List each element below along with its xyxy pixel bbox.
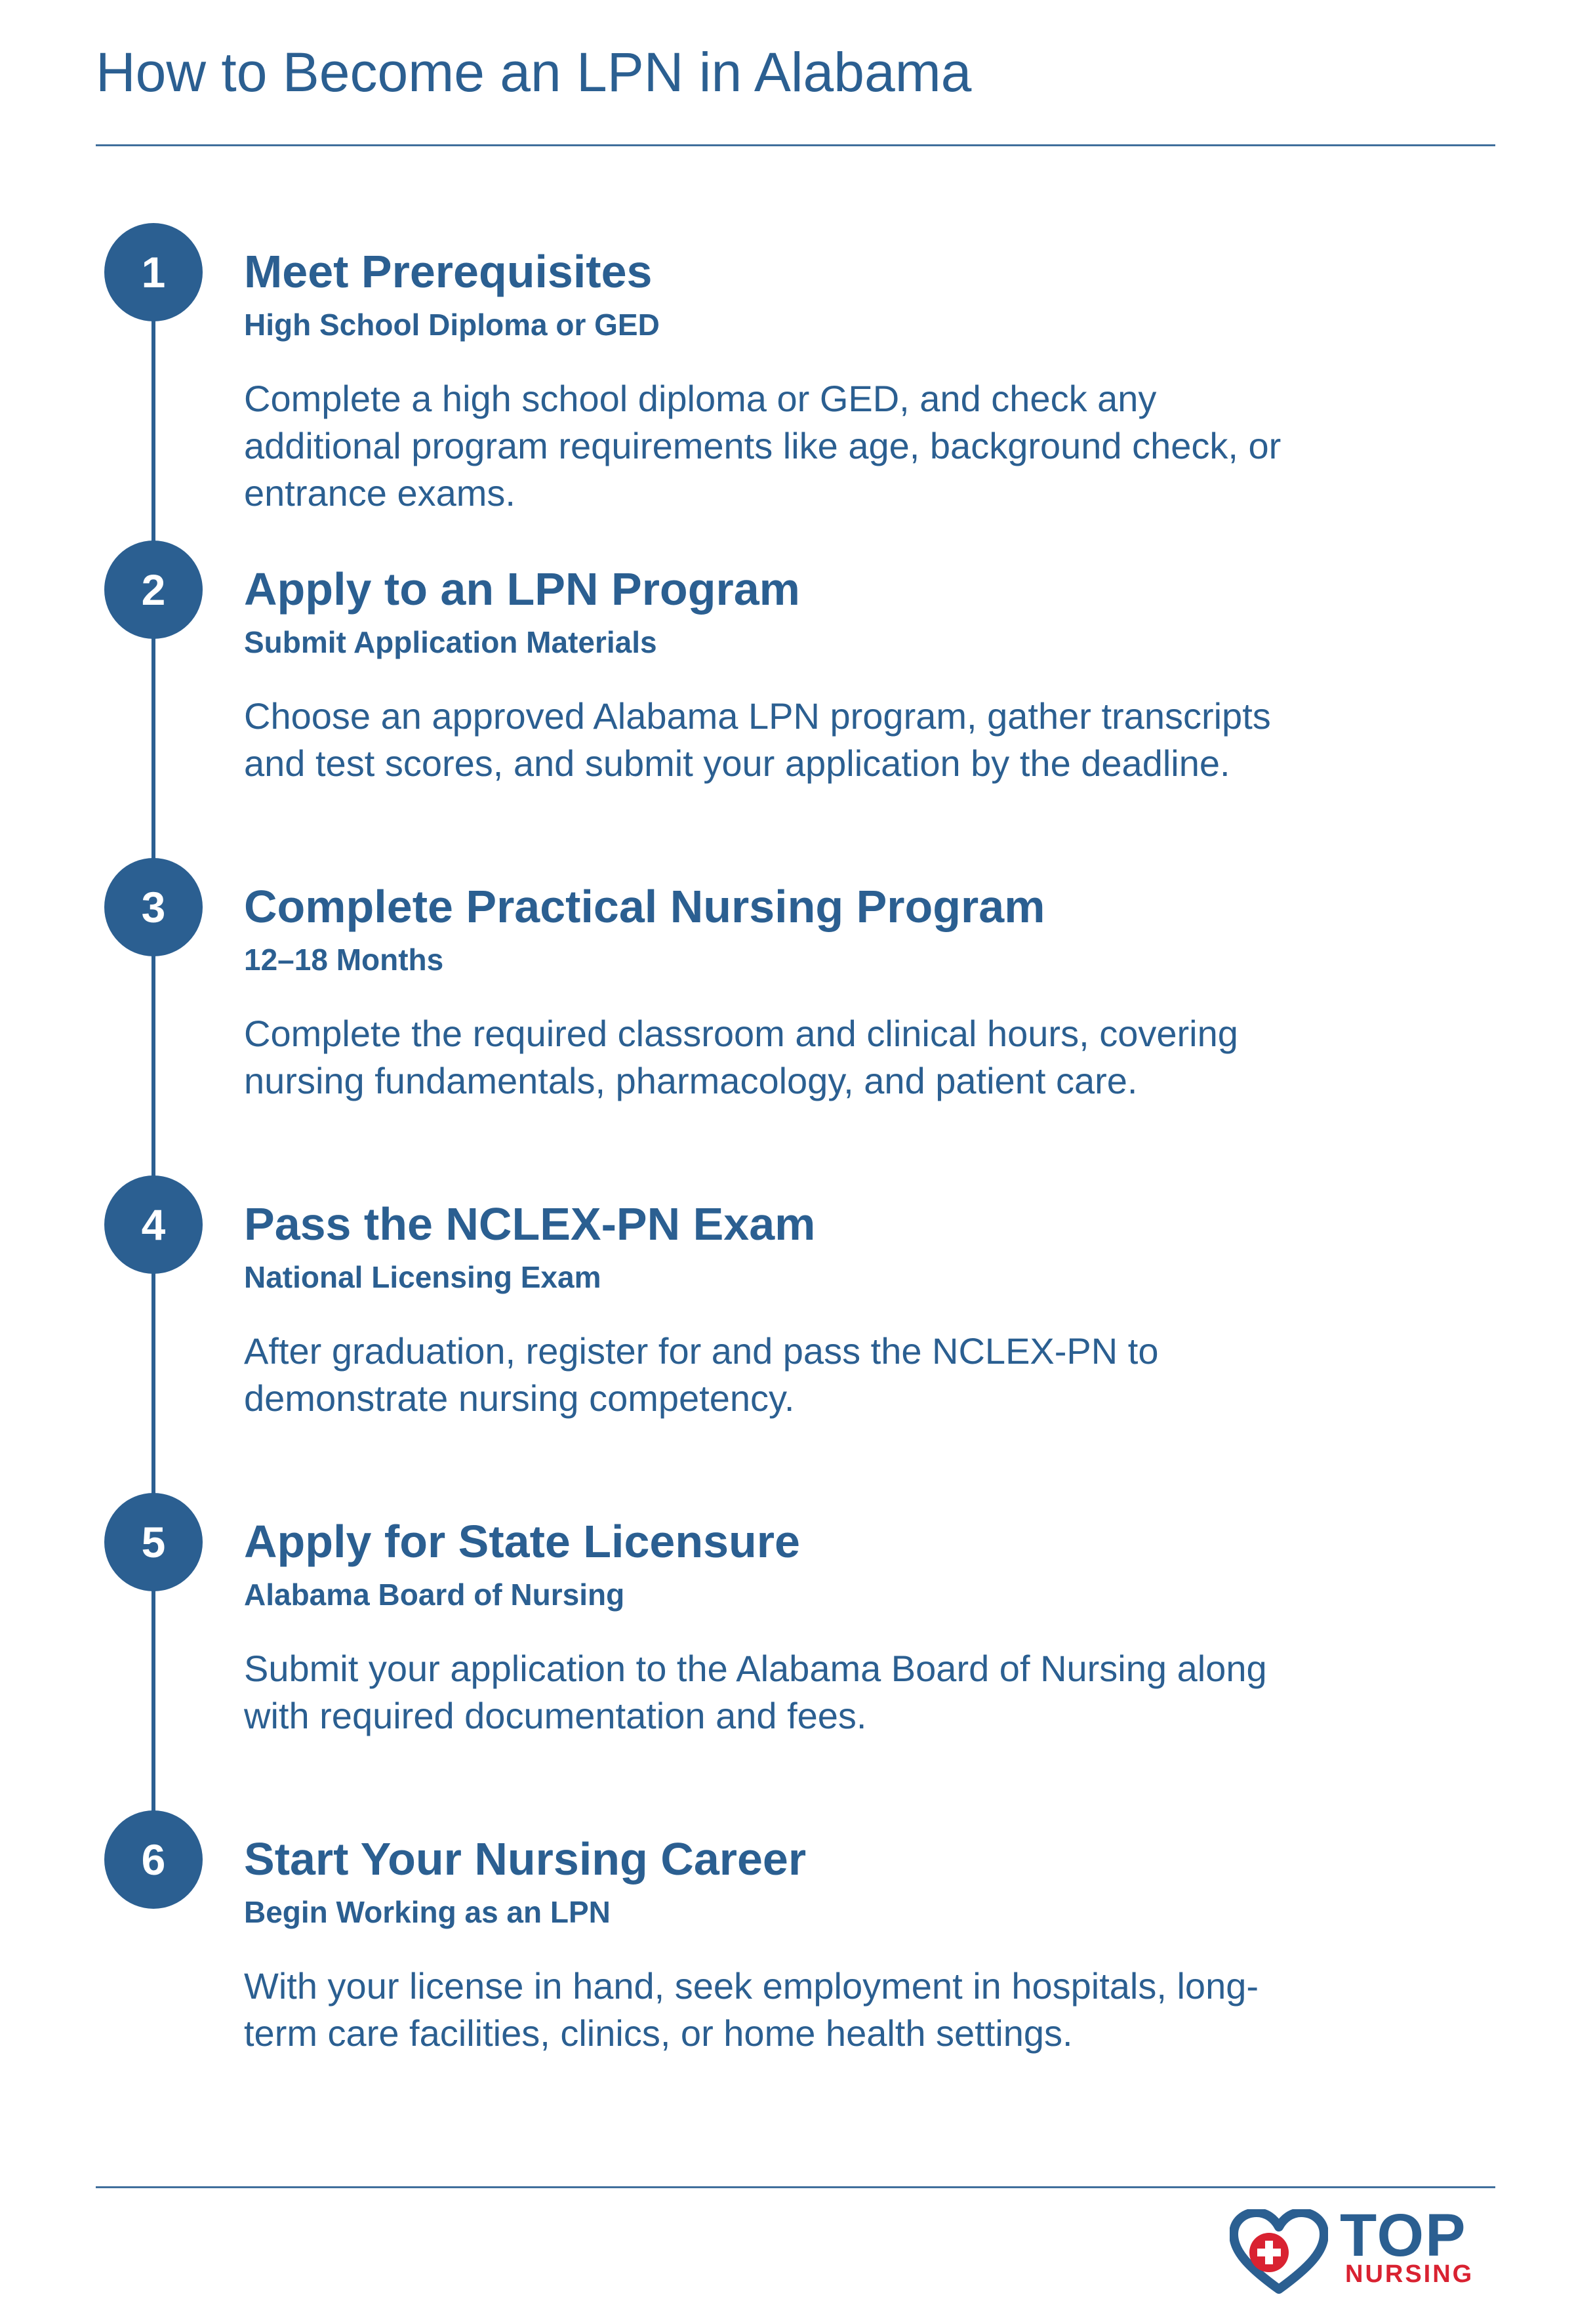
step-title: Start Your Nursing Career — [244, 1833, 807, 1885]
step-subtitle: Begin Working as an LPN — [244, 1895, 611, 1929]
logo-nursing-text: NURSING — [1345, 2260, 1474, 2288]
step-title: Apply for State Licensure — [244, 1516, 800, 1567]
step-title: Pass the NCLEX-PN Exam — [244, 1198, 816, 1250]
page-title: How to Become an LPN in Alabama — [96, 41, 972, 103]
step-6 — [0, 1810, 1574, 2099]
step-number-badge: 1 — [104, 223, 203, 321]
step-number-badge: 2 — [104, 540, 203, 639]
logo-top-text: TOP — [1340, 2202, 1467, 2269]
step-subtitle: National Licensing Exam — [244, 1260, 601, 1294]
step-subtitle: 12–18 Months — [244, 943, 444, 977]
step-subtitle: Alabama Board of Nursing — [244, 1578, 625, 1612]
heart-cross-icon — [1230, 2209, 1328, 2294]
step-number-badge: 4 — [104, 1175, 203, 1274]
step-5 — [0, 1493, 1574, 1782]
step-description: After graduation, register for and pass the NCLEX-PN to demonstrate nursing competency. — [244, 1330, 1159, 1419]
footer-divider — [96, 2186, 1495, 2188]
step-2 — [0, 540, 1574, 829]
step-1 — [0, 223, 1574, 512]
step-title: Apply to an LPN Program — [244, 563, 800, 615]
step-number-badge: 3 — [104, 858, 203, 956]
step-4 — [0, 1175, 1574, 1464]
step-description: Complete a high school diploma or GED, and check any additional program requirements like age, background check, or entrance exams. — [244, 378, 1281, 514]
step-number-badge: 5 — [104, 1493, 203, 1591]
top-nursing-logo — [1230, 2202, 1505, 2288]
step-description: Complete the required classroom and clinical hours, covering nursing fundamentals, pharmacology, and patient care. — [244, 1013, 1238, 1101]
step-description: With your license in hand, seek employment in hospitals, long-term care facilities, clinics, or home health settings. — [244, 1965, 1259, 2054]
step-description: Choose an approved Alabama LPN program, gather transcripts and test scores, and submit your application by the deadline. — [244, 695, 1271, 784]
step-subtitle: Submit Application Materials — [244, 625, 657, 659]
step-description: Submit your application to the Alabama Board of Nursing along with required documentation and fees. — [244, 1648, 1267, 1736]
step-subtitle: High School Diploma or GED — [244, 308, 660, 342]
header-divider — [96, 144, 1495, 146]
step-title: Meet Prerequisites — [244, 246, 653, 297]
step-number-badge: 6 — [104, 1810, 203, 1909]
step-3 — [0, 858, 1574, 1147]
step-title: Complete Practical Nursing Program — [244, 881, 1045, 932]
